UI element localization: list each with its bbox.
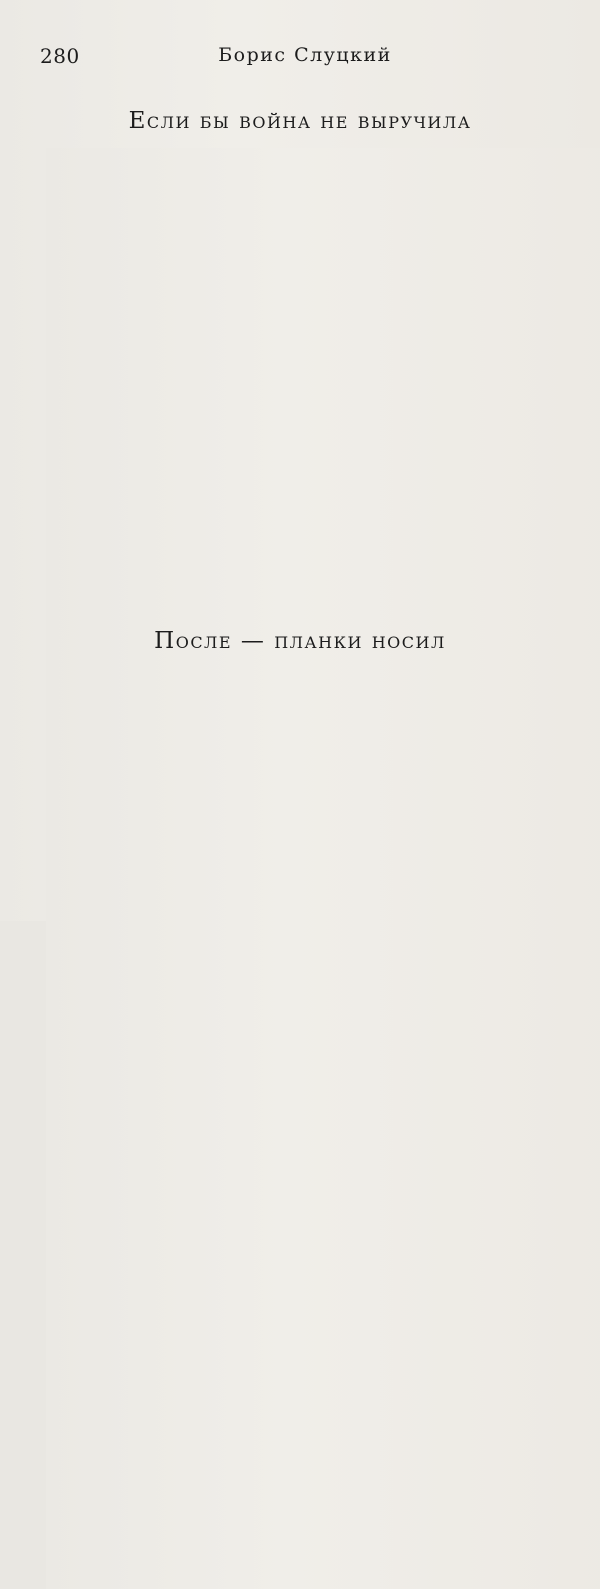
running-title: Борис Слуцкий: [218, 44, 392, 66]
section-title: Если бы война не выручила: [128, 108, 472, 134]
page-header: [40, 44, 570, 74]
section-title: После — планки носил: [154, 628, 446, 654]
toc-list: [46, 668, 558, 847]
toc-list: [46, 148, 558, 625]
entry-page: [46, 668, 600, 1589]
toc-entry[interactable]: [46, 595, 558, 625]
toc-entry[interactable]: [46, 817, 558, 847]
page-number: 280: [40, 44, 80, 68]
